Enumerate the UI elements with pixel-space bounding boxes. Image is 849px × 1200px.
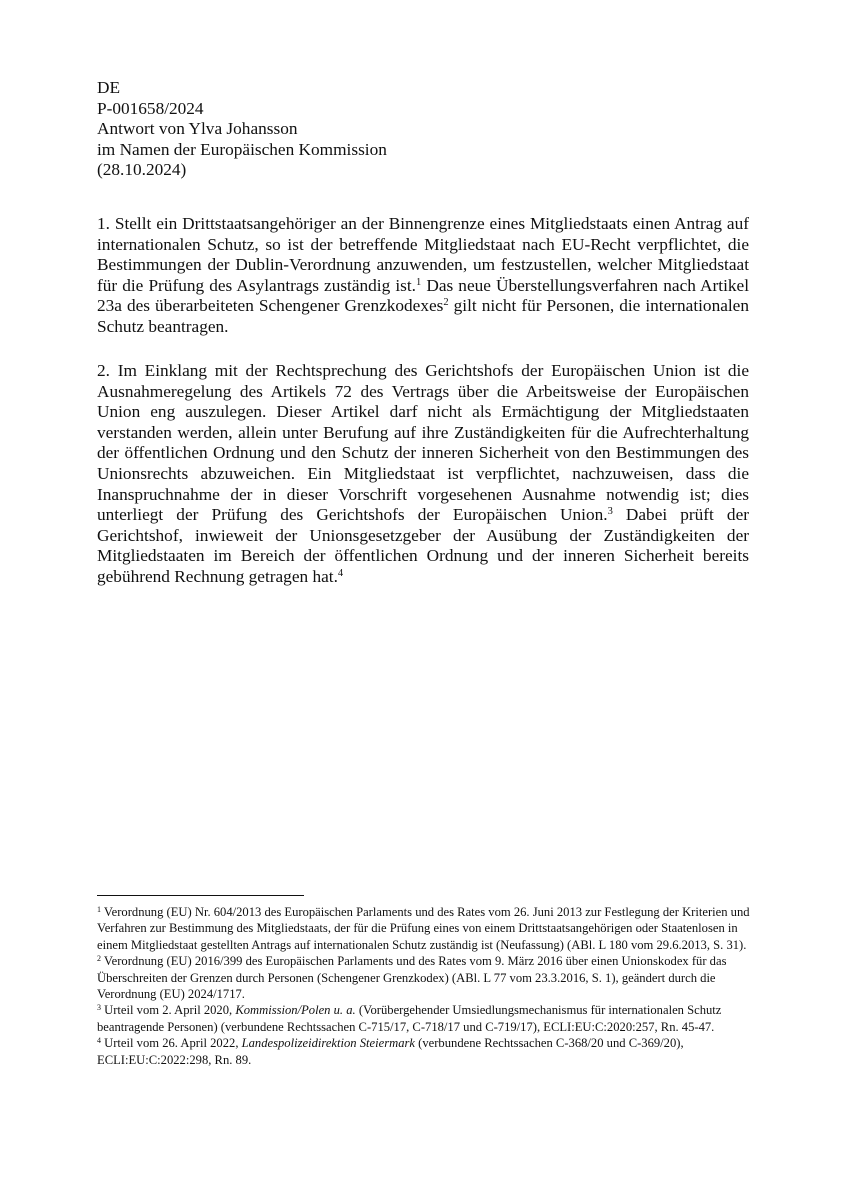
answer-author: Antwort von Ylva Johansson — [97, 119, 298, 139]
footnote-ref-3[interactable]: 3 — [607, 506, 613, 518]
footnote-3-text-a: Urteil vom 2. April 2020, — [101, 1003, 236, 1018]
footnotes — [97, 904, 753, 1068]
footnote-4 — [97, 1035, 753, 1068]
footnote-ref-4[interactable]: 4 — [337, 567, 344, 579]
footnote-4-case-name: Landespolizeidirektion Steiermark — [241, 1036, 415, 1051]
footnote-1 — [97, 904, 753, 953]
paragraph-2-text-a: 2. Im Einklang mit der Rechtsprechung des Gerichtshofs der Europäischen Union ist die Ausnahmeregelung des Artikels 72 des Vertrags über die Arbeitsweise der Europäischen Union eng auszulegen. Dieser Artikel darf nicht als Ermächtigung der Mitgliedstaaten verstanden werden, allein unter Berufung auf ihre Zuständigkeiten für die Aufrechterhaltung der öffentlichen Ordnung und den Schutz der inneren Sicherheit von den Bestimmungen des Unionsrechts abzuweichen. Ein Mitgliedstaat ist verpflichtet, nachzuweisen, dass die Inanspruchnahme der in dieser Vorschrift vorgesehenen Ausnahme notwendig ist; dies unterliegt der Prüfung des Gerichtshofs der Europäischen Union. — [97, 361, 749, 525]
language-code: DE — [97, 78, 121, 97]
footnote-2-text: Verordnung (EU) 2016/399 des Europäischen Parlaments und des Rates vom 9. März 2016 über einen Unionskodex für das Überschreiten der Grenzen durch Personen (Schengener Grenzkodex) (ABl. L 77 vom 23.3.2016, S. 1), geändert durch die Verordnung (EU) 2024/1717. — [97, 954, 727, 1002]
document-header — [97, 78, 387, 181]
paragraph-1-text-a: 1. Stellt ein Drittstaatsangehöriger an der Binnengrenze eines Mitgliedstaats einen Antrag auf internationalen Schutz, so ist der betreffende Mitgliedstaat nach EU-Recht verpflichtet, die Bestimmungen der Dublin-Verordnung anzuwenden, um festzustellen, welcher Mitgliedstaat für die Prüfung des Asylantrags zuständig ist. — [97, 214, 749, 295]
footnote-4-text-a: Urteil vom 26. April 2022, — [101, 1036, 242, 1051]
footnote-4-text-b: (verbundene Rechtssachen C-368/20 und C-369/20), ECLI:EU:C:2022:298, Rn. 89. — [97, 1036, 684, 1067]
answer-on-behalf: im Namen der Europäischen Kommission — [97, 139, 387, 159]
footnote-1-text: Verordnung (EU) Nr. 604/2013 des Europäischen Parlaments und des Rates vom 26. Juni 2013 zur Festlegung der Kriterien und Verfahren zur Bestimmung des Mitgliedstaats, der für die Prüfung eines von einem Drittstaatsangehörigen oder Staatenlosen in einem Mitgliedstaat gestellten Antrags auf internationalen Schutz zuständig ist (Neufassung) (ABl. L 180 vom 29.6.2013, S. 31). — [97, 905, 750, 952]
footnote-4-number: 4 — [97, 1036, 101, 1046]
footnote-separator — [97, 895, 304, 896]
paragraph-2-text-b: Dabei prüft der Gerichtshof, inwieweit der Unionsgesetzgeber der Ausübung der Zuständigkeiten der Mitgliedstaaten im Bereich der öffentlichen Ordnung und der inneren Sicherheit bereits gebührend Rechnung getragen hat. — [97, 505, 749, 586]
footnote-3-number: 3 — [97, 1003, 101, 1013]
paragraph-1-text-b: Das neue Überstellungsverfahren nach Artikel 23a des überarbeiteten Schengener Grenzkodexes — [97, 275, 749, 316]
footnote-2 — [97, 953, 753, 1002]
footnote-2-number: 2 — [97, 954, 101, 964]
footnote-3-text-b: (Vorübergehender Umsiedlungsmechanismus für internationalen Schutz beantragende Personen) (verbundene Rechtssachen C-715/17, C-718/17 und C-719/17), ECLI:EU:C:2020:257, Rn. 45-47. — [97, 1003, 722, 1034]
answer-date: (28.10.2024) — [97, 160, 187, 180]
paragraph-1-text-c: gilt nicht für Personen, die internationalen Schutz beantragen. — [97, 296, 749, 336]
footnote-3 — [97, 1002, 753, 1035]
footnote-1-number: 1 — [97, 905, 101, 914]
footnote-ref-2[interactable]: 2 — [443, 297, 449, 309]
document-reference: P-001658/2024 — [97, 98, 204, 118]
paragraph-2 — [97, 361, 749, 588]
paragraph-1 — [97, 214, 749, 338]
footnote-3-case-name: Kommission/Polen u. a. — [235, 1003, 356, 1018]
footnote-ref-1[interactable]: 1 — [416, 276, 422, 288]
